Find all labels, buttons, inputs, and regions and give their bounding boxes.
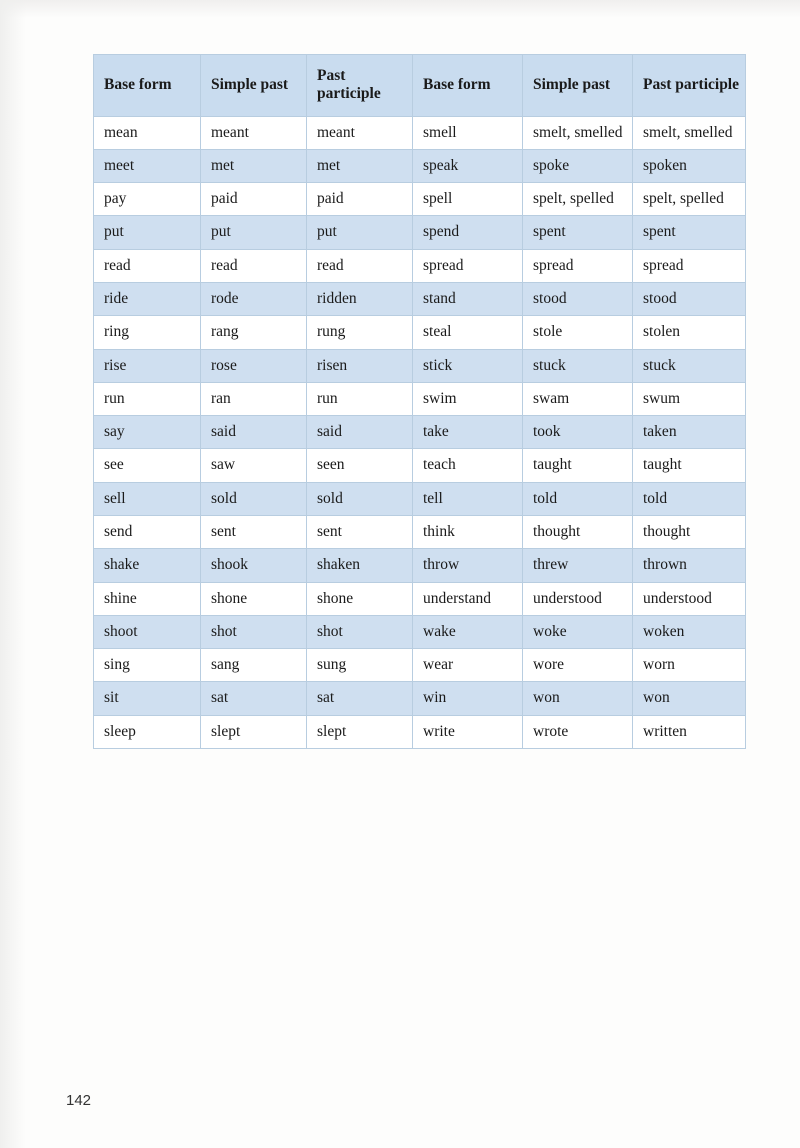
cell-past-participle-1: read (307, 249, 413, 282)
table-row (94, 715, 746, 748)
cell-simple-past-2: spoke (523, 149, 633, 182)
table-header-row (94, 55, 746, 117)
cell-past-participle-2: swum (633, 382, 746, 415)
cell-simple-past-1: saw (201, 449, 307, 482)
cell-past-participle-2: written (633, 715, 746, 748)
cell-past-participle-2: stood (633, 282, 746, 315)
cell-base-form-1: run (94, 382, 201, 415)
cell-past-participle-1: run (307, 382, 413, 415)
cell-simple-past-2: took (523, 416, 633, 449)
cell-past-participle-1: shot (307, 615, 413, 648)
cell-base-form-1: meet (94, 149, 201, 182)
cell-past-participle-2: spelt, spelled (633, 183, 746, 216)
cell-base-form-2: teach (413, 449, 523, 482)
cell-base-form-2: spread (413, 249, 523, 282)
cell-base-form-2: wake (413, 615, 523, 648)
table-row (94, 216, 746, 249)
page-edge-shadow-left (0, 0, 26, 1148)
cell-simple-past-1: sang (201, 649, 307, 682)
column-header-past-participle-2: Past participle (633, 55, 746, 117)
cell-simple-past-1: read (201, 249, 307, 282)
cell-base-form-1: say (94, 416, 201, 449)
cell-base-form-1: rise (94, 349, 201, 382)
cell-simple-past-1: said (201, 416, 307, 449)
column-header-past-participle-1: Past participle (307, 55, 413, 117)
cell-past-participle-2: smelt, smelled (633, 116, 746, 149)
cell-past-participle-1: shone (307, 582, 413, 615)
cell-past-participle-2: thrown (633, 549, 746, 582)
table-row (94, 149, 746, 182)
table-row (94, 582, 746, 615)
cell-past-participle-1: risen (307, 349, 413, 382)
table-row (94, 349, 746, 382)
cell-base-form-2: spend (413, 216, 523, 249)
cell-past-participle-1: paid (307, 183, 413, 216)
cell-base-form-1: ring (94, 316, 201, 349)
cell-base-form-2: throw (413, 549, 523, 582)
cell-simple-past-2: stuck (523, 349, 633, 382)
table-row (94, 649, 746, 682)
cell-simple-past-2: wore (523, 649, 633, 682)
table-row (94, 416, 746, 449)
cell-simple-past-1: sat (201, 682, 307, 715)
cell-past-participle-1: slept (307, 715, 413, 748)
cell-simple-past-1: met (201, 149, 307, 182)
cell-simple-past-2: stole (523, 316, 633, 349)
cell-simple-past-2: understood (523, 582, 633, 615)
table-row (94, 515, 746, 548)
cell-simple-past-2: told (523, 482, 633, 515)
cell-simple-past-1: shone (201, 582, 307, 615)
cell-base-form-1: mean (94, 116, 201, 149)
cell-past-participle-2: spoken (633, 149, 746, 182)
cell-simple-past-1: shook (201, 549, 307, 582)
cell-base-form-1: sleep (94, 715, 201, 748)
cell-simple-past-2: taught (523, 449, 633, 482)
cell-past-participle-1: said (307, 416, 413, 449)
cell-simple-past-1: slept (201, 715, 307, 748)
cell-past-participle-1: ridden (307, 282, 413, 315)
table-row (94, 183, 746, 216)
cell-past-participle-1: sung (307, 649, 413, 682)
cell-past-participle-2: worn (633, 649, 746, 682)
cell-simple-past-1: paid (201, 183, 307, 216)
cell-past-participle-2: spent (633, 216, 746, 249)
irregular-verbs-table (93, 54, 746, 749)
cell-base-form-1: send (94, 515, 201, 548)
cell-base-form-2: speak (413, 149, 523, 182)
cell-simple-past-1: rose (201, 349, 307, 382)
cell-base-form-1: sit (94, 682, 201, 715)
cell-base-form-1: sing (94, 649, 201, 682)
table-row (94, 116, 746, 149)
cell-simple-past-2: smelt, smelled (523, 116, 633, 149)
table-body (94, 116, 746, 748)
cell-simple-past-1: rode (201, 282, 307, 315)
cell-base-form-1: shoot (94, 615, 201, 648)
cell-simple-past-1: sold (201, 482, 307, 515)
cell-past-participle-1: sent (307, 515, 413, 548)
cell-simple-past-1: put (201, 216, 307, 249)
cell-base-form-1: pay (94, 183, 201, 216)
table-header (94, 55, 746, 117)
cell-simple-past-1: sent (201, 515, 307, 548)
irregular-verbs-table-container (93, 54, 745, 749)
cell-past-participle-1: meant (307, 116, 413, 149)
cell-base-form-2: win (413, 682, 523, 715)
cell-base-form-2: spell (413, 183, 523, 216)
cell-simple-past-1: meant (201, 116, 307, 149)
cell-base-form-2: smell (413, 116, 523, 149)
cell-past-participle-1: seen (307, 449, 413, 482)
column-header-simple-past-1: Simple past (201, 55, 307, 117)
table-row (94, 615, 746, 648)
cell-simple-past-1: ran (201, 382, 307, 415)
cell-base-form-1: shake (94, 549, 201, 582)
cell-past-participle-2: spread (633, 249, 746, 282)
cell-base-form-1: put (94, 216, 201, 249)
cell-past-participle-1: shaken (307, 549, 413, 582)
table-row (94, 316, 746, 349)
page-edge-shadow-top (0, 0, 800, 18)
cell-simple-past-2: stood (523, 282, 633, 315)
cell-base-form-2: steal (413, 316, 523, 349)
table-row (94, 249, 746, 282)
cell-simple-past-2: spent (523, 216, 633, 249)
cell-base-form-1: shine (94, 582, 201, 615)
cell-simple-past-2: threw (523, 549, 633, 582)
cell-simple-past-2: spread (523, 249, 633, 282)
cell-past-participle-2: taken (633, 416, 746, 449)
cell-past-participle-2: thought (633, 515, 746, 548)
cell-past-participle-2: stolen (633, 316, 746, 349)
cell-past-participle-2: stuck (633, 349, 746, 382)
cell-simple-past-1: rang (201, 316, 307, 349)
cell-base-form-2: stick (413, 349, 523, 382)
cell-past-participle-2: told (633, 482, 746, 515)
cell-base-form-2: stand (413, 282, 523, 315)
cell-past-participle-1: met (307, 149, 413, 182)
cell-past-participle-1: rung (307, 316, 413, 349)
page-number: 142 (66, 1092, 92, 1109)
cell-past-participle-2: won (633, 682, 746, 715)
cell-past-participle-1: put (307, 216, 413, 249)
table-row (94, 282, 746, 315)
column-header-base-form-2: Base form (413, 55, 523, 117)
cell-simple-past-2: woke (523, 615, 633, 648)
table-row (94, 482, 746, 515)
cell-base-form-2: swim (413, 382, 523, 415)
cell-simple-past-2: won (523, 682, 633, 715)
cell-simple-past-2: swam (523, 382, 633, 415)
cell-base-form-1: sell (94, 482, 201, 515)
cell-base-form-1: ride (94, 282, 201, 315)
table-row (94, 549, 746, 582)
cell-base-form-2: write (413, 715, 523, 748)
cell-past-participle-1: sat (307, 682, 413, 715)
cell-base-form-1: see (94, 449, 201, 482)
cell-simple-past-2: spelt, spelled (523, 183, 633, 216)
table-row (94, 682, 746, 715)
cell-base-form-2: tell (413, 482, 523, 515)
cell-simple-past-2: thought (523, 515, 633, 548)
cell-simple-past-2: wrote (523, 715, 633, 748)
cell-past-participle-1: sold (307, 482, 413, 515)
cell-base-form-2: think (413, 515, 523, 548)
cell-base-form-1: read (94, 249, 201, 282)
cell-simple-past-1: shot (201, 615, 307, 648)
column-header-simple-past-2: Simple past (523, 55, 633, 117)
cell-base-form-2: wear (413, 649, 523, 682)
column-header-base-form-1: Base form (94, 55, 201, 117)
cell-base-form-2: understand (413, 582, 523, 615)
cell-base-form-2: take (413, 416, 523, 449)
cell-past-participle-2: taught (633, 449, 746, 482)
table-row (94, 449, 746, 482)
table-row (94, 382, 746, 415)
cell-past-participle-2: woken (633, 615, 746, 648)
cell-past-participle-2: understood (633, 582, 746, 615)
